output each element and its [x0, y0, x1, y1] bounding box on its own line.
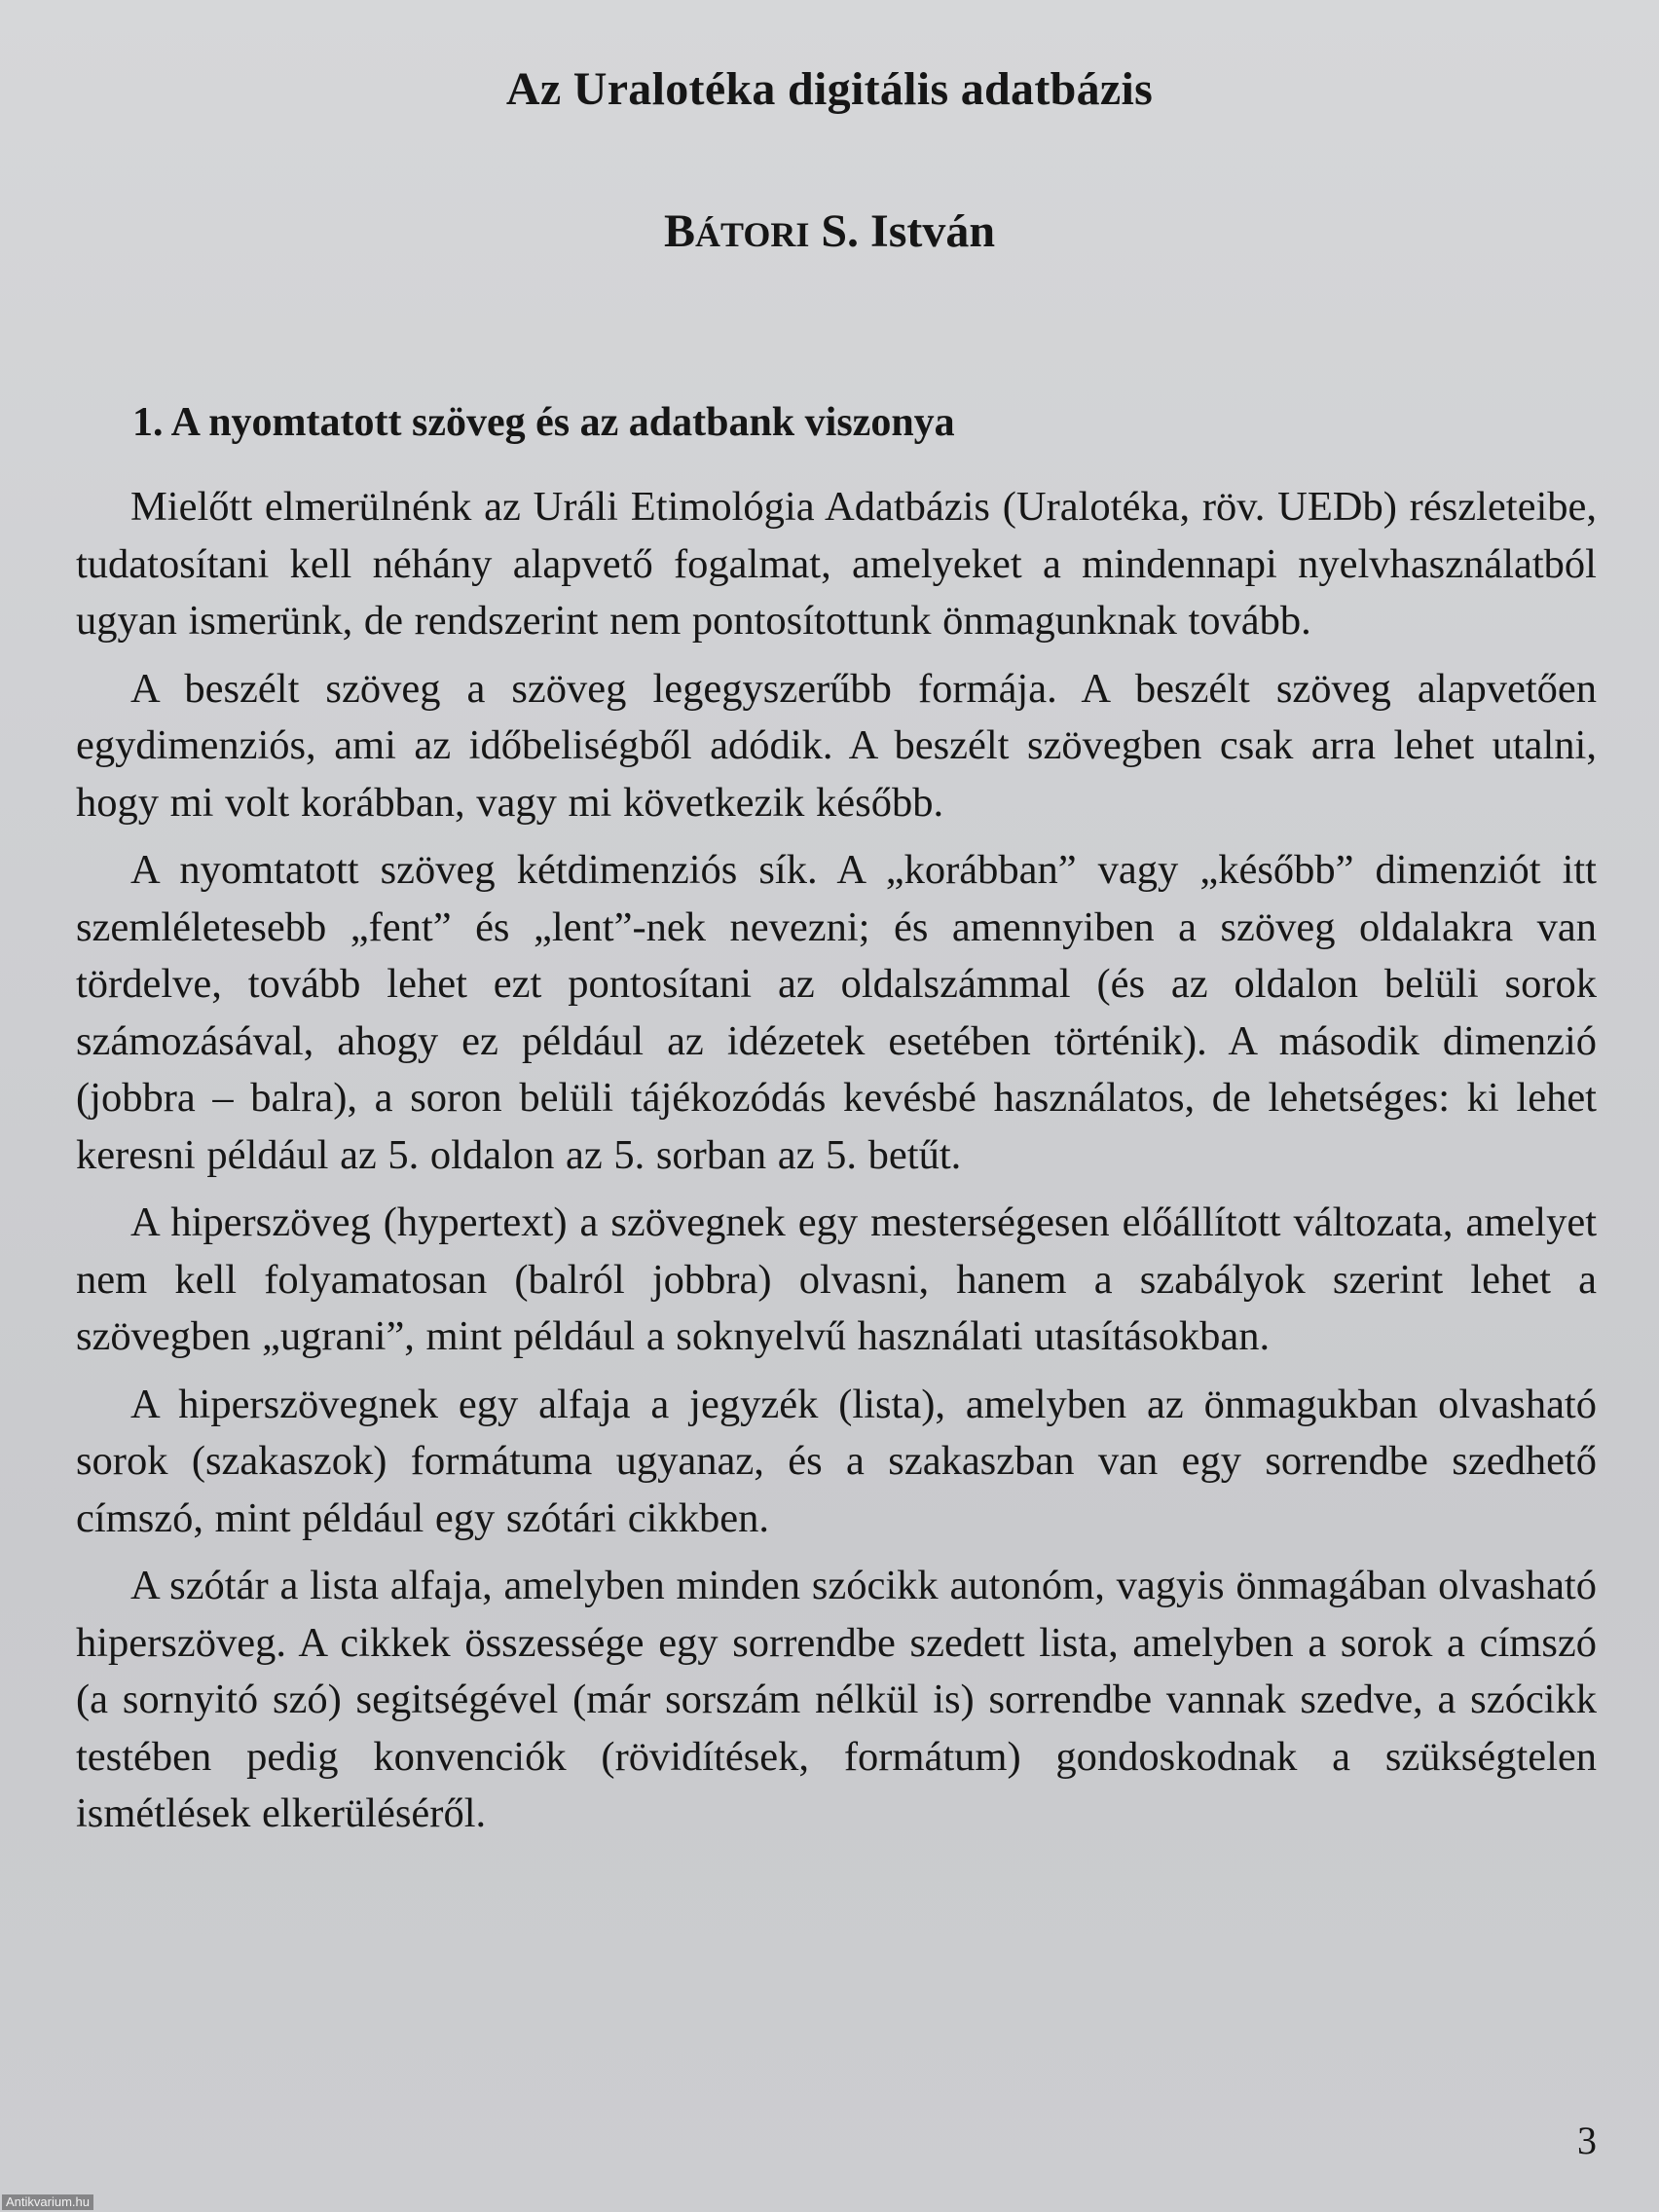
- author-rest: S. István: [809, 205, 996, 257]
- author-small-caps: ÁTORI: [694, 215, 810, 254]
- body-text: [76, 479, 1597, 1854]
- document-title: Az Uralotéka digitális adatbázis: [505, 63, 1154, 115]
- watermark: Antikvarium.hu: [2, 2194, 93, 2210]
- paragraph-2: A beszélt szöveg a szöveg legegyszerűbb formája. A beszélt szöveg alapvetően egydimenziós, ami az időbeliségből adódik. A beszélt szövegben csak arra lehet utalni, hogy mi volt korábban, vagy mi következik később.: [76, 665, 1597, 826]
- paragraph-6: A szótár a lista alfaja, amelyben minden szócikk autonóm, vagyis önmagában olvasható hiperszöveg. A cikkek összessége egy sorrendbe szedett lista, amelyben a sorok a címszó (a sornyitó szó) segitségével (már sorszám nélkül is) sorrendbe vannak szedve, a szócikk testében pedig konvenciók (rövidítések, formátum) gondoskodnak a szükségtelen ismétlések elkerüléséről.: [76, 1563, 1597, 1836]
- paragraph-4: A hiperszöveg (hypertext) a szövegnek egy mesterségesen előállított változata, amelyet nem kell folyamatosan (balról jobbra) olvasni, hanem a szabályok szerint lehet a szövegben „ugrani”, mint például a soknyelvű használati utasításokban.: [76, 1199, 1597, 1359]
- paragraph-1: Mielőtt elmerülnénk az Uráli Etimológia Adatbázis (Uralotéka, röv. UEDb) részleteibe, tudatosítani kell néhány alapvető fogalmat, amelyeket a mindennapi nyelvhasználatból ugyan ismerünk, de rendszerint nem pontosítottunk önmagunknak tovább.: [76, 484, 1597, 644]
- paragraph-5: A hiperszövegnek egy alfaja a jegyzék (lista), amelyben az önmagukban olvasható sorok (szakaszok) formátuma ugyanaz, és a szakaszban van egy sorrendbe szedhető címszó, mint például egy szótári cikkben.: [76, 1381, 1597, 1541]
- page-number: 3: [1577, 2119, 1597, 2162]
- author-initial: B: [663, 205, 695, 257]
- paragraph-3: A nyomtatott szöveg kétdimenziós sík. A „korábban” vagy „később” dimenziót itt szemléletesebb „fent” és „lent”-nek nevezni; és amennyiben a szöveg oldalakra van tördelve, tovább lehet ezt pontosítani az oldalszámmal (és az oldalon belüli sorok számozásával, ahogy ez például az idézetek esetében történik). A második dimenzió (jobbra – balra), a soron belüli tájékozódás kevésbé használatos, de lehetséges: ki lehet keresni például az 5. oldalon az 5. sorban az 5. betűt.: [76, 847, 1597, 1178]
- section-heading: 1. A nyomtatott szöveg és az adatbank viszonya: [132, 400, 955, 445]
- author-name: [0, 203, 1659, 264]
